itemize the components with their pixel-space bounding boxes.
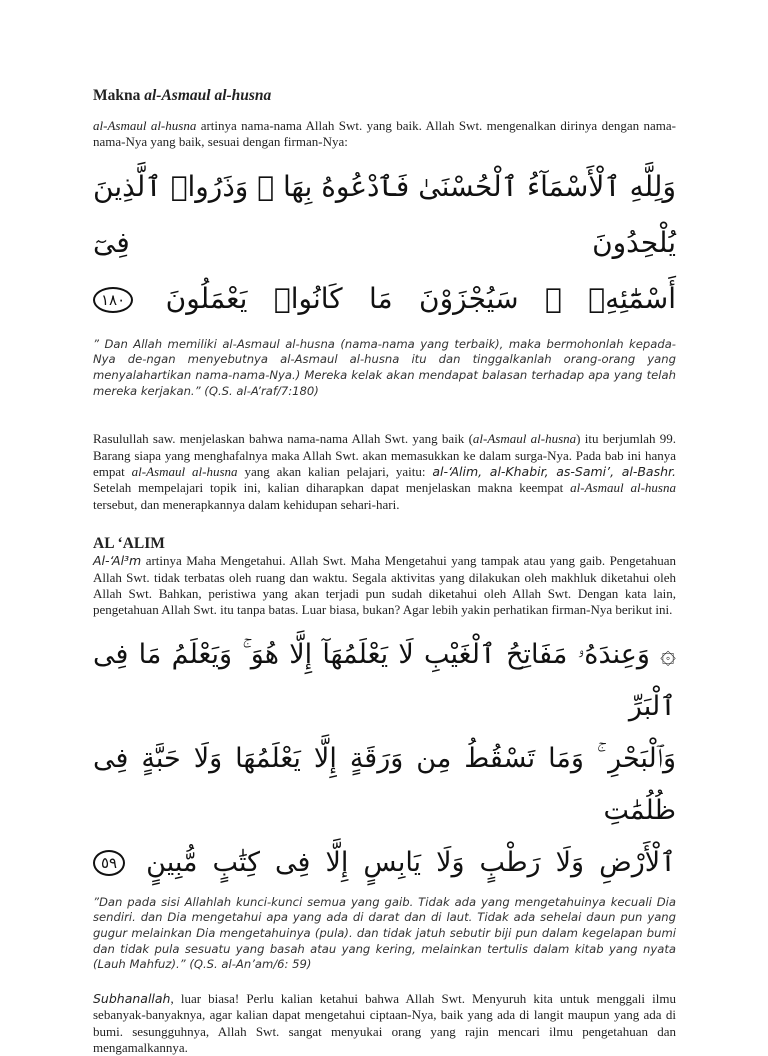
heading-prefix: Makna — [93, 87, 145, 104]
p2-emph2: al-Asmaul al-husna — [131, 464, 238, 479]
translation-anam-59: ”Dan pada sisi Allahlah kunci-kunci semua yang gaib. Tidak ada yang mengetahuinya kecuali Dia sendiri. dan Dia mengetahui apa yang ada di darat dan di laut. Tidak ada sehelai daun pun yang gugur melainkan Dia mengetahuinya (pula). dan tidak jatuh sebutir biji pun dalam kegelapan bumi dan tidak pula sesuatu yang basah atau yang kering, melainkan tertulis dalam kitab yang nyata (Lauh Mahfuz).” (Q.S. al-An’am/6: 59) — [93, 894, 676, 972]
alim-text: artinya Maha Mengetahui. Allah Swt. Maha Mengetahui yang tampak atau yang gaib. Pengetahuan Allah Swt. tidak terbatas oleh ruang dan waktu. Segala aktivitas yang dilakukan oleh makhluk diketahui oleh Allah Swt. Bahkan, peristiwa yang akan terjadi pun sudah diketahui oleh Allah Swt. Dengan kata lain, pengetahuan Allah Swt. itu tanpa batas. Luar biasa, bukan? Agar lebih yakin perhatikan firman-Nya berikut ini. — [93, 553, 676, 618]
intro-text: artinya nama-nama Allah Swt. yang baik. Allah Swt. mengenalkan dirinya dengan nama-nama-Nya yang baik, sesuai dengan firman-Nya: — [93, 118, 676, 150]
p2-emph1: al-Asmaul al-husna — [472, 431, 577, 447]
tr1-emph1: al-Asmaul al-husna — [222, 336, 335, 351]
closing-emphasis: Subhanallah — [93, 990, 171, 1006]
p2-part4: Setelah mempelajari topik ini, kalian diharapkan dapat menjelaskan makna keempat — [93, 480, 571, 496]
closing-text: , luar biasa! Perlu kalian ketahui bahwa Allah Swt. Menyuruh kita untuk menggali ilmu sebanyak-banyaknya, agar kalian dapat mengetahui ciptaan-Nya, baik yang ada di langit maupun yang ada di bumi. sesungguhnya, Allah Swt. sangat menyukai orang yang rajin mencari ilmu pengetahuan dan mengamalkannya. — [93, 990, 676, 1056]
section-title-al-alim: AL ‘ALIM — [93, 535, 165, 553]
paragraph-99-names — [93, 431, 676, 513]
ayah-number-marker: ١٨٠ — [93, 287, 133, 313]
ayah-number-marker: ٥٩ — [93, 850, 125, 876]
verse1-line1: وَلِلَّهِ ٱلْأَسْمَآءُ ٱلْحُسْنَىٰ فَٱدْعُوهُ بِهَا ۖ وَذَرُوا۟ ٱلَّذِينَ يُلْحِدُونَ فِىٓ — [93, 169, 676, 259]
verse2-line3 — [93, 837, 676, 889]
paragraph-al-alim — [93, 553, 676, 619]
alim-emphasis: Al-‘Al³m — [93, 553, 142, 569]
tr1-part2: (nama-nama yang terbaik), maka bermohonlah kepada-Nya de-ngan menyebutnya — [93, 336, 676, 367]
intro-paragraph — [93, 118, 676, 151]
heading-emphasis: al-Asmaul al-husna — [144, 87, 272, 104]
p2-part2: ) itu berjumlah 99. Barang siapa yang menghafalnya maka Allah Swt. akan memasukkan ke dalam surga-Nya. Pada bab ini hanya empat — [93, 431, 677, 479]
verse1-line2 — [93, 271, 676, 327]
p2-part1: Rasulullah saw. menjelaskan bahwa nama-nama Allah Swt. yang baik ( — [93, 431, 473, 447]
quran-verse-anam-59 — [93, 629, 676, 889]
p2-part5: tersebut, dan menerapkannya dalam kehidupan sehari-hari. — [93, 496, 400, 512]
intro-emphasis: al-Asmaul al-husna — [93, 118, 197, 133]
p2-part3: yang akan kalian pelajari, yaitu: — [237, 464, 433, 479]
document-page — [93, 86, 676, 1056]
translation-araf-180 — [93, 337, 676, 399]
closing-paragraph — [93, 991, 676, 1056]
verse2-line2: وَٱلْبَحْرِ ۚ وَمَا تَسْقُطُ مِن وَرَقَةٍ إِلَّا يَعْلَمُهَا وَلَا حَبَّةٍ فِى ظُلُمَٰتِ — [93, 742, 676, 826]
p2-emph3: al-‘Alim, al-Khabir, as-Sami’, al-Bashr. — [432, 464, 676, 479]
quran-verse-araf-180 — [93, 159, 676, 327]
tr1-part3: itu dan tinggalkanlah orang-orang yang menyalahartikan nama-nama-Nya.) Mereka kelak akan mendapat balasan terhadap apa yang telah mereka kerjakan.” (Q.S. al-A’raf/7:180) — [93, 352, 676, 398]
verse2-line1: ۞ وَعِندَهُۥ مَفَاتِحُ ٱلْغَيْبِ لَا يَعْلَمُهَآ إِلَّا هُوَ ۚ وَيَعْلَمُ مَا فِى ٱلْبَرِّ — [93, 638, 676, 722]
section-heading — [93, 86, 676, 106]
p2-emph4: al-Asmaul al-husna — [570, 480, 676, 496]
verse1-line2-text: أَسْمَٰٓئِهِۦ ۚ سَيُجْزَوْنَ مَا كَانُوا۟ يَعْمَلُونَ — [165, 281, 676, 315]
tr1-emph2: al-Asmaul al-husna — [280, 352, 400, 367]
verse2-line3-text: ٱلْأَرْضِ وَلَا رَطْبٍ وَلَا يَابِسٍ إِلَّا فِى كِتَٰبٍ مُّبِينٍ — [146, 846, 676, 878]
tr1-part1: ” Dan Allah memiliki — [93, 336, 223, 351]
